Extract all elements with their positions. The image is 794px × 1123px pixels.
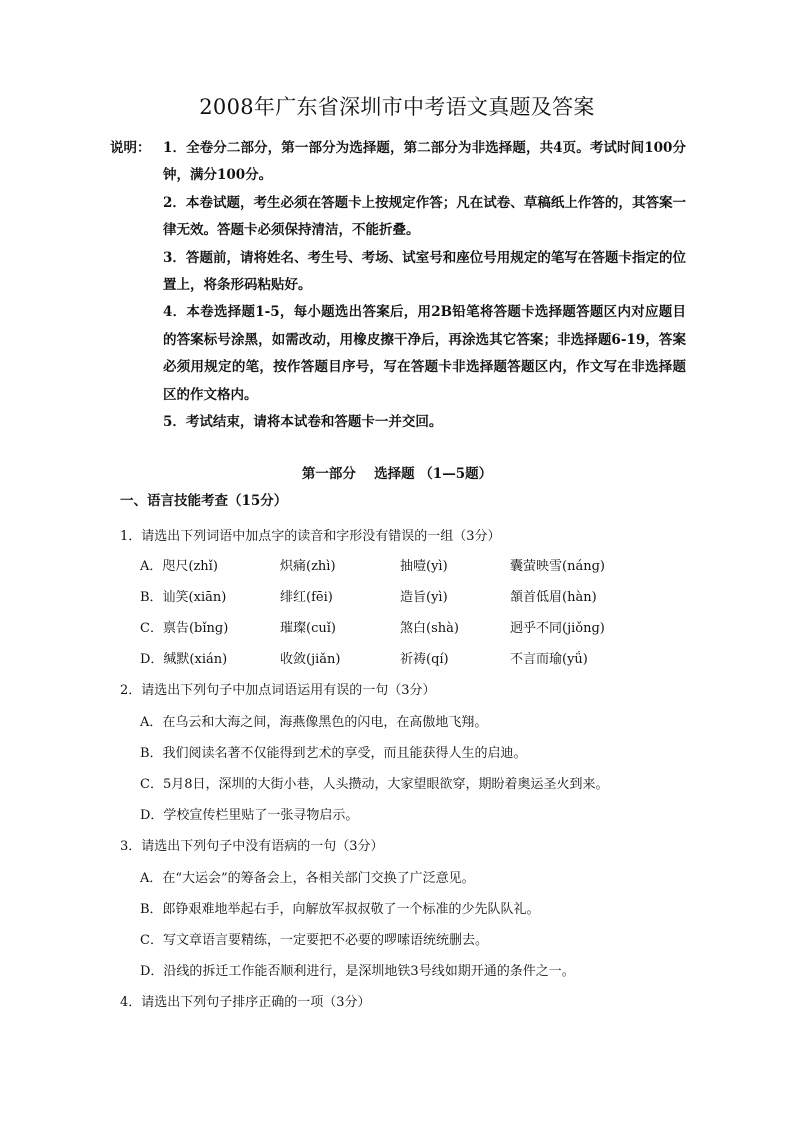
instruction-item: 4．本卷选择题1-5，每小题选出答案后，用2B铅笔将答题卡选择题答题区内对应题目的答案标号涂黑，如需改动，用橡皮擦干净后，再涂选其它答案；非选择题6-19，答案必须用规定的笔，按作答题目序号，写在答题卡非选择题答题区内，作文写在非选择题区的作文格内。: [163, 304, 686, 403]
option-item: D．缄默(xián): [140, 652, 228, 667]
question-3-option: D．沿线的拆迁工作能否顺利进行，是深圳地铁3号线如期开通的条件之一。: [140, 964, 575, 979]
instruction-item: 3．答题前，请将姓名、考生号、考场、试室号和座位号用规定的笔写在答题卡指定的位置上，将条形码粘贴好。: [163, 249, 686, 294]
option-item: 收敛(jiǎn): [280, 652, 341, 667]
question-2-option: A．在乌云和大海之间，海燕像黑色的闪电，在高傲地飞翔。: [140, 715, 488, 730]
instructions-body: [163, 135, 686, 436]
instruction-item: 1．全卷分二部分，第一部分为选择题，第二部分为非选择题，共4页。考试时间100分钟，满分100分。: [163, 140, 686, 184]
question-2-option: D．学校宣传栏里贴了一张寻物启示。: [140, 808, 359, 823]
question-2-option: B．我们阅读名著不仅能得到艺术的享受，而且能获得人生的启迪。: [140, 746, 527, 761]
question-2-stem: 2．请选出下列句子中加点词语运用有误的一句（3分）: [120, 683, 436, 698]
instruction-item: 2．本卷试题，考生必须在答题卡上按规定作答；凡在试卷、草稿纸上作答的，其答案一律无效。答题卡必须保持清洁，不能折叠。: [163, 194, 686, 239]
option-item: 绯红(fēi): [280, 590, 333, 605]
question-1-option-row: [140, 557, 660, 577]
option-item: 不言而瑜(yǘ): [510, 652, 588, 667]
question-3-stem: 3．请选出下列句子中没有语病的一句（3分）: [120, 839, 384, 854]
option-item: 抽噎(yì): [400, 559, 448, 574]
question-1-option-row: [140, 588, 660, 608]
question-1-stem: 1．请选出下列词语中加点字的读音和字形没有错误的一组（3分）: [120, 529, 501, 544]
option-item: A．咫尺(zhǐ): [140, 559, 218, 574]
instruction-item: 5．考试结束，请将本试卷和答题卡一并交回。: [163, 414, 443, 431]
question-3-option: C．写文章语言要精练，一定要把不必要的啰嗦语统统删去。: [140, 933, 488, 948]
option-item: 造旨(yì): [400, 590, 448, 605]
page-title: 2008年广东省深圳市中考语文真题及答案: [199, 95, 595, 119]
option-item: 璀璨(cuǐ): [280, 621, 336, 636]
question-3-option: A．在“大运会”的筹备会上，各相关部门交换了广泛意见。: [140, 871, 475, 886]
part-heading: 第一部分 选择题 （1—5题）: [301, 466, 493, 482]
question-3-option: B．郎铮艰难地举起右手，向解放军叔叔敬了一个标准的少先队队礼。: [140, 902, 540, 917]
option-item: 囊萤映雪(nánɡ): [510, 559, 605, 574]
option-item: 頷首低眉(hàn): [510, 590, 597, 605]
section-heading: 一、语言技能考查（15分）: [120, 493, 288, 509]
question-4-stem: 4．请选出下列句子排序正确的一项（3分）: [120, 995, 371, 1010]
question-1-option-row: [140, 650, 660, 670]
instructions-label: 说明：: [110, 140, 151, 156]
question-2-option: C．5月8日，深圳的大街小巷，人头攒动，大家望眼欲穿，期盼着奥运圣火到来。: [140, 777, 609, 792]
option-item: 祈祷(qí): [400, 652, 449, 667]
question-1-option-row: [140, 619, 660, 639]
option-item: 迥乎不同(jiǒnɡ): [510, 621, 605, 636]
option-item: 炽痛(zhì): [280, 559, 336, 574]
option-item: C．禀告(bǐnɡ): [140, 621, 229, 636]
option-item: B．讪笑(xiān): [140, 590, 227, 605]
option-item: 煞白(shà): [400, 621, 459, 636]
